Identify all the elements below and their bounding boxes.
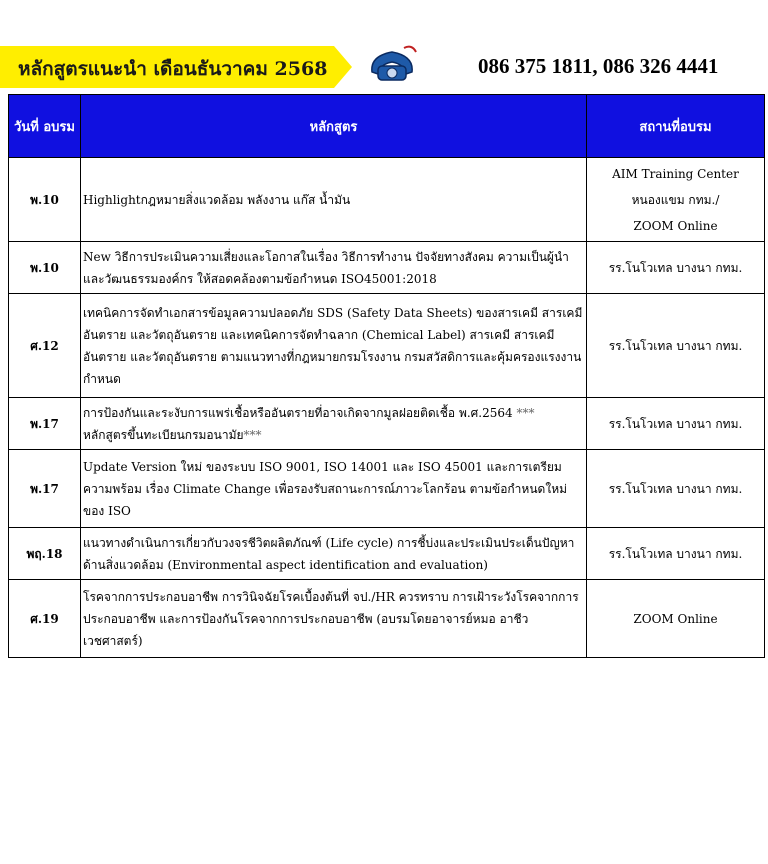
column-header-course: หลักสูตร bbox=[81, 95, 587, 158]
row-venue: รร.โนโวเทล บางนา กทม. bbox=[587, 398, 765, 450]
row-date: พ.10 bbox=[9, 242, 81, 294]
venue-line: หนองแขม กทม./ bbox=[631, 192, 720, 207]
venue-line: AIM Training Center bbox=[612, 166, 739, 181]
banner-title: หลักสูตรแนะนำ เดือนธันวาคม 2568 bbox=[18, 58, 328, 80]
course-schedule-table bbox=[8, 94, 765, 658]
table-row bbox=[9, 242, 765, 294]
row-date: ศ.19 bbox=[9, 580, 81, 658]
row-date: พ.17 bbox=[9, 398, 81, 450]
course-banner bbox=[0, 46, 352, 88]
venue-line: ZOOM Online bbox=[633, 218, 718, 233]
row-date: พฤ.18 bbox=[9, 528, 81, 580]
row-venue: รร.โนโวเทล บางนา กทม. bbox=[587, 294, 765, 398]
row-course: เทคนิคการจัดทำเอกสารข้อมูลความปลอดภัย SDS (Safety Data Sheets) ของสารเคมี สารเคมีอันตราย และวัตถุอันตราย และเทคนิคการจัดทำฉลาก (Chemical Label) สารเคมี สารเคมีอันตราย และวัตถุอันตราย ตามแนวทางที่กฎหมายกรมโรงงาน กรมสวัสดิการและคุ้มครองแรงงานกำหนด bbox=[81, 294, 587, 398]
table-row bbox=[9, 158, 765, 242]
course-note-marker: *** bbox=[243, 427, 262, 442]
telephone-icon bbox=[366, 42, 418, 84]
table-header-row bbox=[9, 95, 765, 158]
row-venue bbox=[587, 158, 765, 242]
row-venue: รร.โนโวเทล บางนา กทม. bbox=[587, 242, 765, 294]
column-header-date: วันที่ อบรม bbox=[9, 95, 81, 158]
course-note: หลักสูตรขึ้นทะเบียนกรมอนามัย bbox=[83, 427, 244, 442]
row-venue: รร.โนโวเทล บางนา กทม. bbox=[587, 450, 765, 528]
row-course: แนวทางดำเนินการเกี่ยวกับวงจรชีวิตผลิตภัณฑ์ (Life cycle) การชี้บ่งและประเมินประเด็นปัญหาด้านสิ่งแวดล้อม (Environmental aspect identification and evaluation) bbox=[81, 528, 587, 580]
table-row bbox=[9, 294, 765, 398]
course-marker: *** bbox=[516, 405, 535, 420]
row-date: ศ.12 bbox=[9, 294, 81, 398]
row-course: Update Version ใหม่ ของระบบ ISO 9001, ISO 14001 และ ISO 45001 และการเตรียมความพร้อม เรื่อง Climate Change เพื่อรองรับสถานะการณ์ภาวะโลกร้อน ตามข้อกำหนดใหม่ของ ISO bbox=[81, 450, 587, 528]
row-venue: รร.โนโวเทล บางนา กทม. bbox=[587, 528, 765, 580]
row-course: โรคจากการประกอบอาชีพ การวินิจฉัยโรคเบื้องต้นที่ จป./HR ควรทราบ การเฝ้าระวังโรคจากการประกอบอาชีพ และการป้องกันโรคจากการประกอบอาชีพ (อบรมโดยอาจารย์หมอ อาชีวเวชศาสตร์) bbox=[81, 580, 587, 658]
row-venue: ZOOM Online bbox=[587, 580, 765, 658]
row-date: พ.17 bbox=[9, 450, 81, 528]
column-header-venue: สถานที่อบรม bbox=[587, 95, 765, 158]
table-row bbox=[9, 450, 765, 528]
table-row bbox=[9, 528, 765, 580]
course-text: การป้องกันและระงับการแพร่เชื้อหรืออันตรายที่อาจเกิดจากมูลฝอยติดเชื้อ พ.ศ.2564 bbox=[83, 405, 513, 420]
row-course bbox=[81, 398, 587, 450]
table-row bbox=[9, 580, 765, 658]
row-course: Highlightกฎหมายสิ่งแวดล้อม พลังงาน แก๊ส น้ำมัน bbox=[81, 158, 587, 242]
phone-numbers[interactable]: 086 375 1811, 086 326 4441 bbox=[478, 54, 719, 78]
row-course: New วิธีการประเมินความเสี่ยงและโอกาสในเรื่อง วิธีการทำงาน ปัจจัยทางสังคม ความเป็นผู้นำและวัฒนธรรมองค์กร ให้สอดคล้องตามข้อกำหนด ISO45001:2018 bbox=[81, 242, 587, 294]
table-row bbox=[9, 398, 765, 450]
row-date: พ.10 bbox=[9, 158, 81, 242]
